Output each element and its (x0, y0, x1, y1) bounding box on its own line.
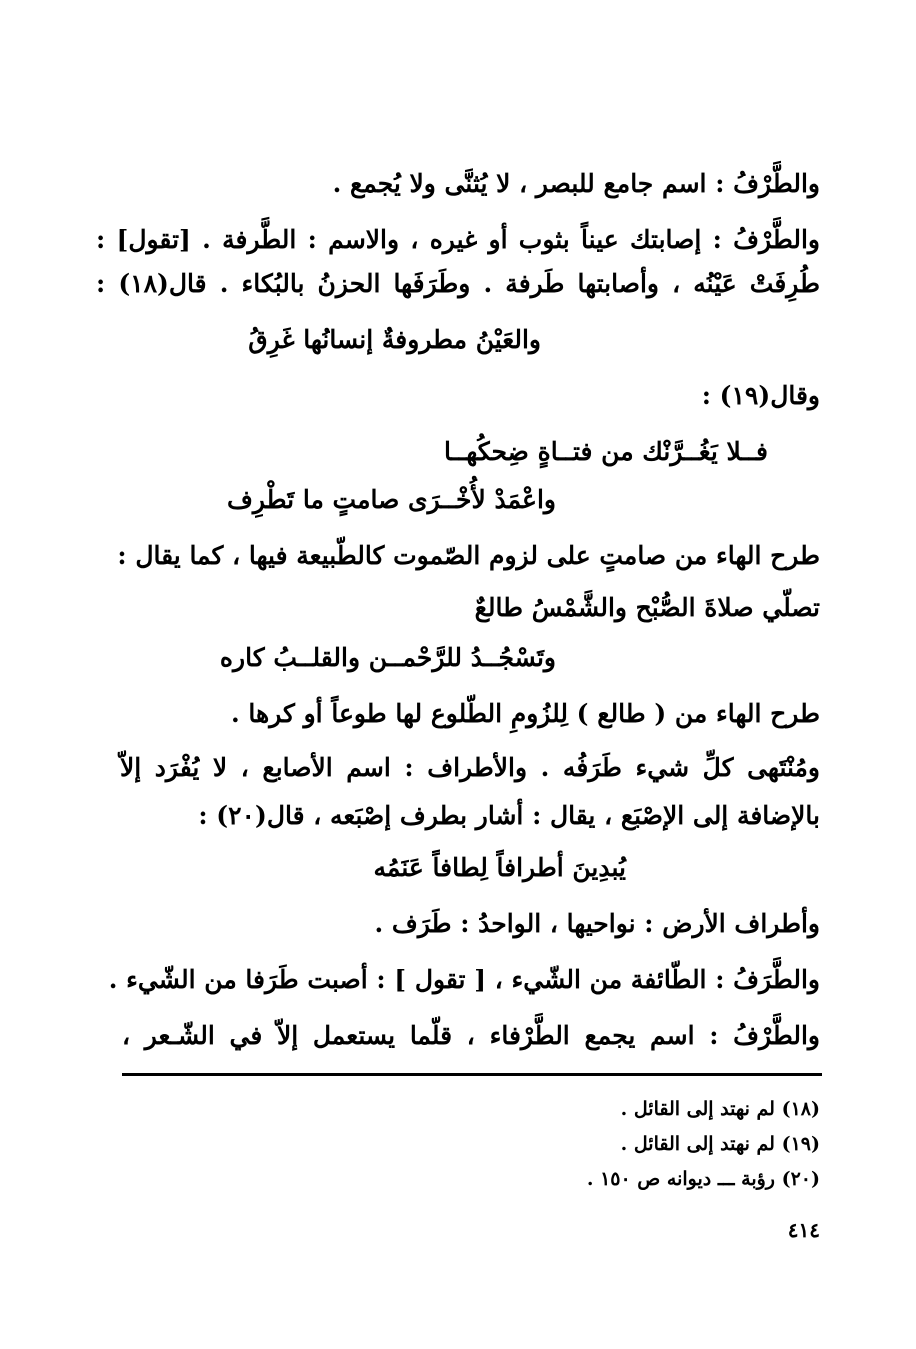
text-line: والطَّرْفُ : اسم يجمع الطَّرْفاء ، قلّما يستعمل إلاّ في الشّـعر ، (122, 1021, 820, 1050)
text-line: وقال(١٩) : (701, 381, 820, 410)
footnote: (٢٠) رؤبة ـــ ديوانه ص ١٥٠ . (586, 1168, 820, 1190)
verse-line: والعَيْنُ مطروفةٌ إنسانُها غَرِقُ (248, 325, 541, 354)
text-line: طرح الهاء من ( طالع ) لِلزُومِ الطّلوع لها طوعاً أو كرها . (231, 699, 820, 728)
text-line: والطَّرْفُ : اسم جامع للبصر ، لا يُثنَّى ولا يُجمع . (332, 169, 820, 198)
verse-line: يُبدِينَ أطرافاً لِطافاً عَنَمُه (373, 853, 626, 882)
footnote-separator (122, 1073, 822, 1076)
footnote: (١٨) لم نهتد إلى القائل . (620, 1098, 820, 1120)
verse-line: فــلا يَغُــرَّنْك من فتــاةٍ ضِحكُهــا (443, 437, 768, 466)
verse-line: تصلّي صلاةَ الصُّبْح والشَّمْسُ طالعٌ (474, 593, 820, 622)
text-line: طرح الهاء من صامتٍ على لزوم الصّموت كالطّبيعة فيها ، كما يقال : (117, 541, 820, 570)
text-line: طُرِفَتْ عَيْنُه ، وأصابتها طَرفة . وطَرَفَها الحزنُ بالبُكاء . قال(١٨) : (96, 269, 820, 298)
text-line: ومُنْتَهى كلِّ شيء طَرَفُه . والأطراف : اسم الأصابع ، لا يُفْرَد إلاّ (120, 753, 820, 782)
footnote: (١٩) لم نهتد إلى القائل . (620, 1133, 820, 1155)
text-line: وأطراف الأرض : نواحيها ، الواحدُ : طَرَف . (374, 909, 820, 938)
text-line: بالإضافة إلى الإصْبَع ، يقال : أشار بطرف إصْبَعه ، قال(٢٠) : (198, 801, 820, 830)
page-number: ٤١٤ (787, 1218, 820, 1242)
text-line: والطَّرَفُ : الطّائفة من الشّيء ، [ تقول ] : أصبت طَرَفا من الشّيء . (108, 965, 820, 994)
text-line: والطَّرْفُ : إصابتك عيناً بثوب أو غيره ، والاسم : الطَّرفة . [تقول] : (96, 225, 820, 254)
verse-line: وتَسْجُــدُ للرَّحْمــن والقلــبُ كاره (219, 643, 556, 672)
verse-line: واعْمَدْ لأُخْــرَى صامتٍ ما تَطْرِف (226, 485, 556, 514)
